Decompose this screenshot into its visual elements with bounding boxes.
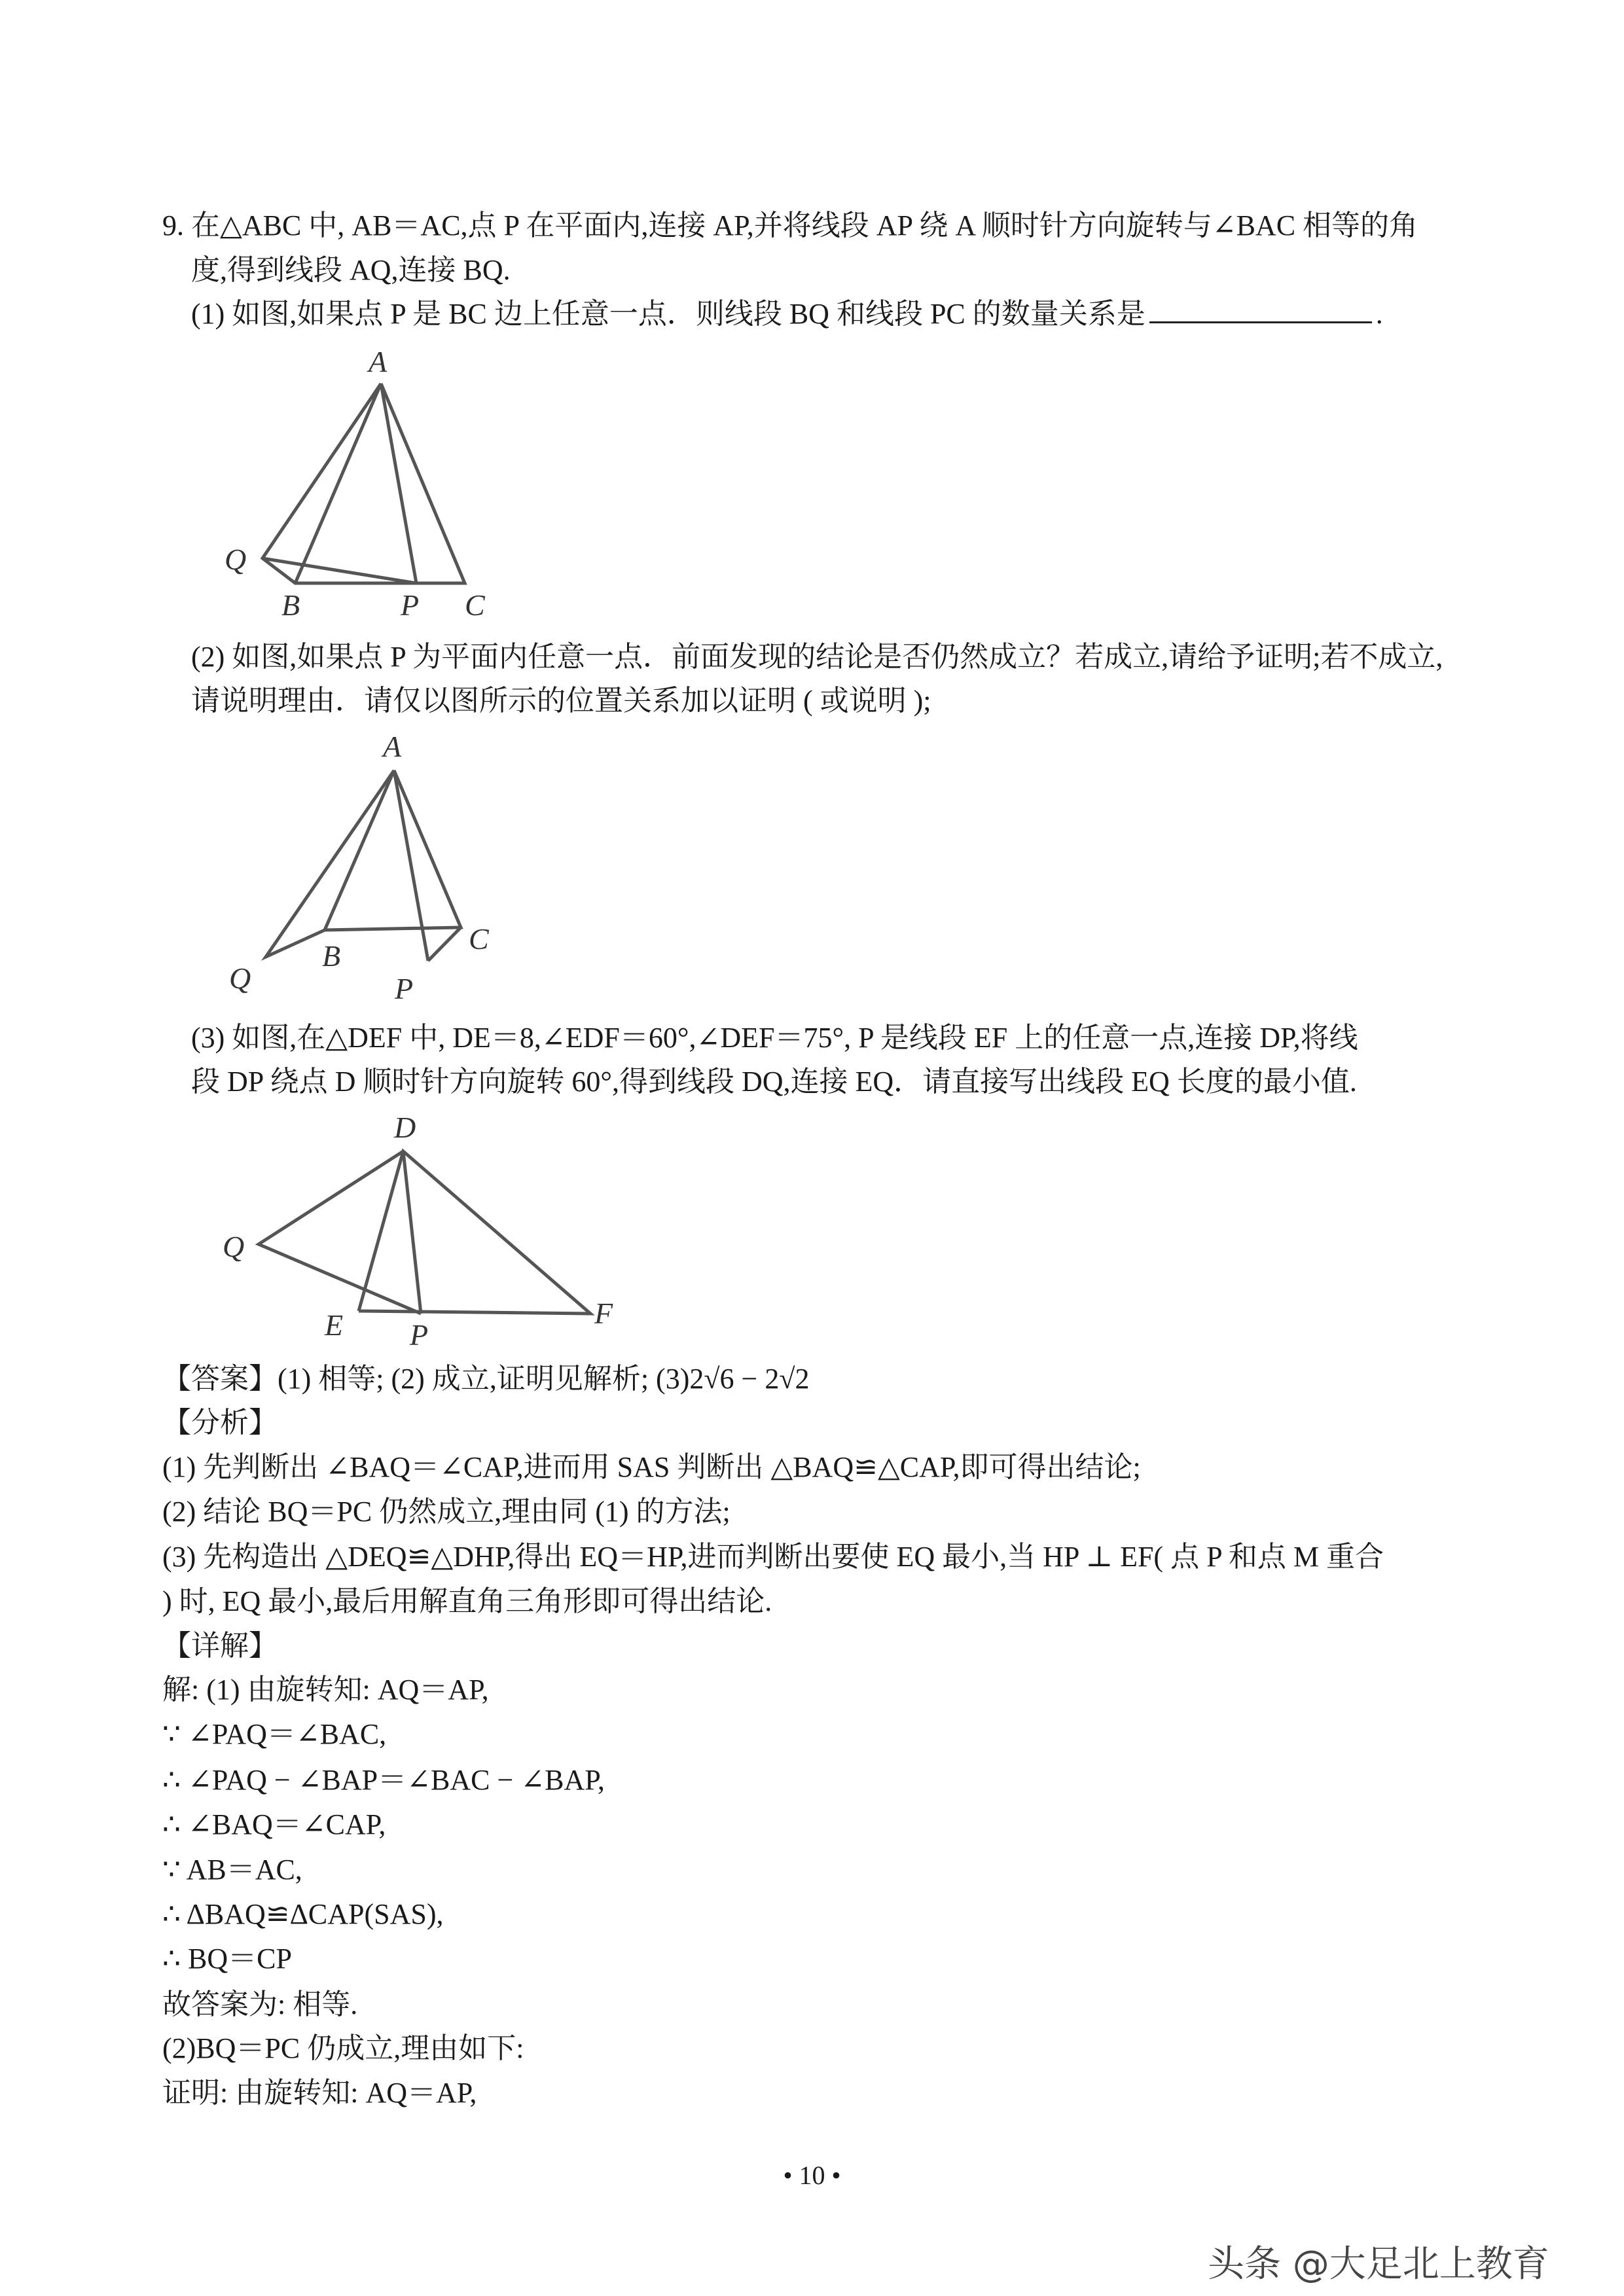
detail-line: (2)BQ＝PC 仍成立,理由如下: bbox=[162, 2032, 524, 2064]
fig2-cp bbox=[428, 927, 461, 961]
fig1-ap bbox=[381, 384, 416, 583]
detail-line: ∵ ∠PAQ＝∠BAC, bbox=[162, 1718, 387, 1750]
watermark: 头条 @大足北上教育 bbox=[1208, 2243, 1549, 2286]
fig1-label-a: A bbox=[369, 345, 388, 378]
fig3-label-f: F bbox=[594, 1297, 613, 1330]
question-part-3: (3) 如图,在△DEF 中, DE＝8,∠EDF＝60°,∠DEF＝75°, P 是线段 EF 上的任意一点,连接 DP,将线 bbox=[191, 1022, 1358, 1054]
fig2-label-p: P bbox=[395, 972, 414, 1005]
detail-line: ∵ AB＝AC, bbox=[162, 1854, 302, 1886]
fig2-label-c: C bbox=[469, 922, 489, 956]
fig3-label-p: P bbox=[410, 1318, 429, 1352]
detail-line: ∴ ΔBAQ≌ΔCAP(SAS), bbox=[162, 1898, 444, 1930]
analysis-2: (2) 结论 BQ＝PC 仍然成立,理由同 (1) 的方法; bbox=[162, 1496, 731, 1528]
fig3-label-q: Q bbox=[223, 1230, 245, 1263]
fig3-label-d: D bbox=[394, 1111, 416, 1144]
page-number: • 10 • bbox=[783, 2161, 841, 2190]
fig2-outline bbox=[266, 770, 461, 957]
fig1-label-p: P bbox=[401, 588, 420, 622]
fig3-label-e: E bbox=[325, 1308, 344, 1342]
figure-1 bbox=[262, 384, 465, 583]
fig1-label-c: C bbox=[465, 588, 485, 622]
fig3-triangle-def bbox=[359, 1151, 590, 1314]
fig2-ab bbox=[325, 770, 394, 930]
question-part-2-cont: 请说明理由．请仅以图所示的位置关系加以证明 ( 或说明 ); bbox=[191, 685, 931, 717]
detail-line: 解: (1) 由旋转知: AQ＝AP, bbox=[162, 1674, 489, 1706]
fig1-outline bbox=[262, 384, 465, 583]
question-line-1: 9. 在△ABC 中, AB＝AC,点 P 在平面内,连接 AP,并将线段 AP 绕 A 顺时针方向旋转与∠BAC 相等的角 bbox=[162, 209, 1418, 242]
answer-line: 【答案】(1) 相等; (2) 成立,证明见解析; (3)2√6 − 2√2 bbox=[162, 1363, 810, 1395]
detail-line: ∴ BQ＝CP bbox=[162, 1943, 292, 1975]
fig2-ap bbox=[394, 770, 428, 961]
analysis-3-cont: ) 时, EQ 最小,最后用解直角三角形即可得出结论. bbox=[162, 1585, 772, 1617]
fig1-label-q: Q bbox=[225, 543, 247, 576]
detail-heading: 【详解】 bbox=[162, 1630, 278, 1662]
detail-line: 证明: 由旋转知: AQ＝AP, bbox=[162, 2077, 477, 2109]
fig1-ab bbox=[295, 384, 381, 583]
fig1-label-b: B bbox=[281, 588, 300, 622]
detail-line: 故答案为: 相等. bbox=[162, 1988, 358, 2020]
question-part-3-cont: 段 DP 绕点 D 顺时针方向旋转 60°,得到线段 DQ,连接 EQ．请直接写出线段 EQ 长度的最小值. bbox=[191, 1066, 1357, 1098]
detail-line: ∴ ∠BAQ＝∠CAP, bbox=[162, 1808, 386, 1840]
part-1-text: (1) 如图,如果点 P 是 BC 边上任意一点．则线段 BQ 和线段 PC 的数量关系是 bbox=[191, 298, 1146, 330]
analysis-3: (3) 先构造出 △DEQ≌△DHP,得出 EQ＝HP,进而判断出要使 EQ 最小,当 HP ⊥ EF( 点 P 和点 M 重合 bbox=[162, 1541, 1384, 1573]
fig2-label-a: A bbox=[383, 730, 402, 763]
analysis-heading: 【分析】 bbox=[162, 1407, 278, 1439]
figure-3 bbox=[259, 1151, 590, 1314]
analysis-1: (1) 先判断出 ∠BAQ＝∠CAP,进而用 SAS 判断出 △BAQ≌△CAP,即可得出结论; bbox=[162, 1451, 1141, 1483]
detail-line: ∴ ∠PAQ − ∠BAP＝∠BAC − ∠BAP, bbox=[162, 1764, 605, 1796]
fig3-dp bbox=[403, 1151, 421, 1314]
question-line-2: 度,得到线段 AQ,连接 BQ. bbox=[191, 254, 511, 286]
question-part-2: (2) 如图,如果点 P 为平面内任意一点．前面发现的结论是否仍然成立？若成立,请给予证明;若不成立, bbox=[191, 641, 1443, 673]
figure-2 bbox=[266, 770, 461, 961]
fig1-qp bbox=[262, 558, 416, 583]
fig2-label-b: B bbox=[322, 939, 341, 973]
fig2-label-q: Q bbox=[229, 961, 251, 995]
blank-end: . bbox=[1375, 298, 1383, 330]
